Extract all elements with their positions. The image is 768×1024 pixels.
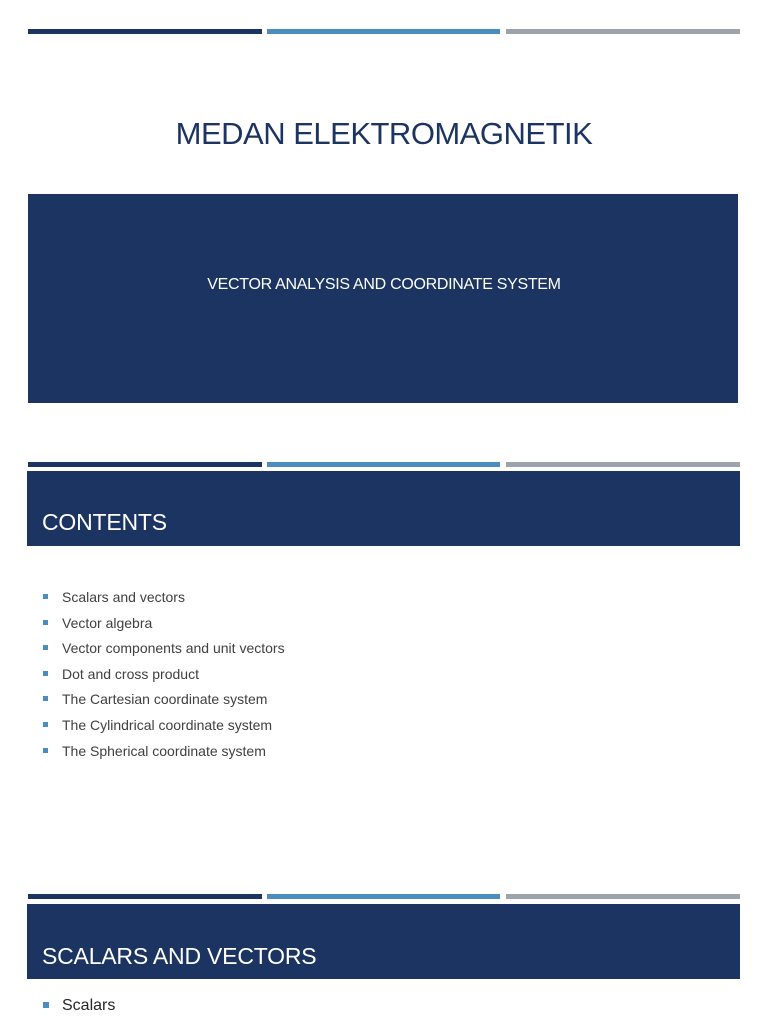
square-bullet-icon xyxy=(43,620,48,625)
slide1-subtitle: VECTOR ANALYSIS AND COORDINATE SYSTEM xyxy=(207,276,561,293)
accent-segment-gray xyxy=(506,894,740,899)
square-bullet-icon xyxy=(43,748,48,753)
slide3-heading: SCALARS AND VECTORS xyxy=(42,943,317,969)
square-bullet-icon xyxy=(43,722,48,727)
list-item xyxy=(42,995,115,1017)
slide3-heading-band xyxy=(27,904,740,979)
list-item xyxy=(42,587,285,613)
accent-segment-blue xyxy=(267,894,500,899)
list-item xyxy=(42,613,285,639)
slide2-accent-bar xyxy=(28,462,740,467)
list-item-label: Vector algebra xyxy=(62,614,153,631)
square-bullet-icon xyxy=(43,594,48,599)
list-item-label: Scalars xyxy=(62,997,116,1014)
square-bullet-icon xyxy=(43,671,48,676)
accent-segment-blue xyxy=(267,29,500,34)
slide1-title: MEDAN ELEKTROMAGNETIK xyxy=(175,116,593,151)
list-item-label: The Cartesian coordinate system xyxy=(62,691,268,708)
slide2-heading: CONTENTS xyxy=(42,509,167,535)
accent-segment-dark xyxy=(28,894,262,899)
square-bullet-icon xyxy=(43,696,48,701)
list-item-label: Vector components and unit vectors xyxy=(62,640,285,657)
slide2-heading-band xyxy=(27,471,740,546)
accent-segment-dark xyxy=(28,462,262,467)
list-item-label: The Cylindrical coordinate system xyxy=(62,716,273,733)
list-item xyxy=(42,715,285,741)
list-item-label: Scalars and vectors xyxy=(62,589,185,605)
contents-list xyxy=(42,587,285,766)
square-bullet-icon xyxy=(43,645,48,650)
list-item xyxy=(42,638,285,664)
slide1-accent-bar xyxy=(28,29,740,34)
list-item-label: Dot and cross product xyxy=(62,665,199,682)
square-bullet-icon xyxy=(43,1002,49,1008)
scalars-list xyxy=(42,995,115,1017)
list-item xyxy=(42,664,285,690)
list-item xyxy=(42,741,285,767)
list-item xyxy=(42,689,285,715)
accent-segment-dark xyxy=(28,29,262,34)
accent-segment-blue xyxy=(267,462,500,467)
accent-segment-gray xyxy=(506,462,740,467)
slide3-accent-bar xyxy=(28,894,740,899)
list-item-label: The Spherical coordinate system xyxy=(62,742,266,759)
slide1-subtitle-box xyxy=(28,194,738,403)
accent-segment-gray xyxy=(506,29,740,34)
